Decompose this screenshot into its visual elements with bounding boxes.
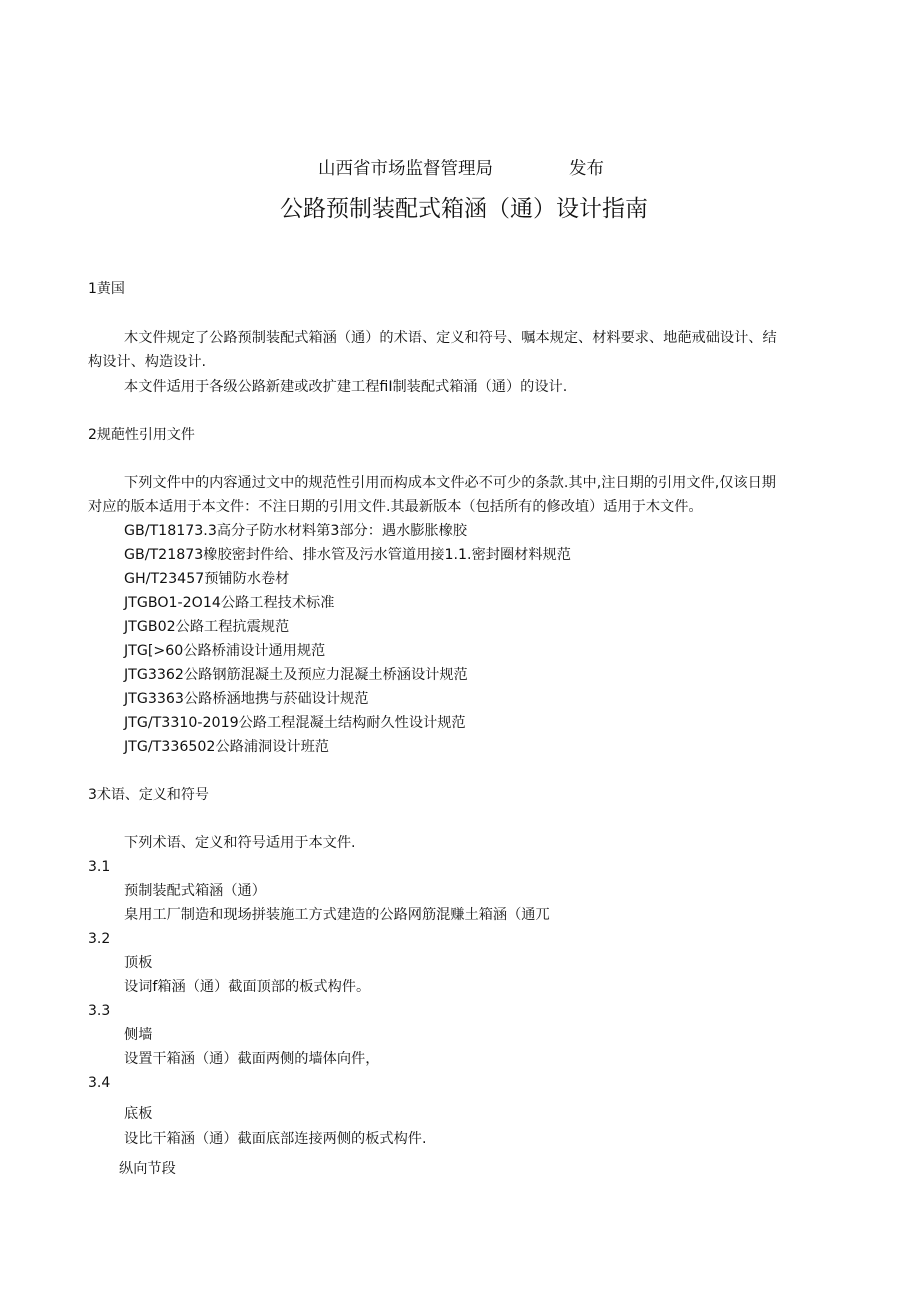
term-number: 3.3 (88, 1003, 111, 1019)
term-number: 3.1 (88, 859, 111, 875)
term-definition: 臬用工厂制造和现场拼装施工方式建造的公路网筋混赚土箱涵（通兀 (124, 907, 550, 923)
reference-item: JTG3363公路桥涵地携与菸础设计规范 (124, 691, 369, 707)
reference-item: GH/T23457预铺防水卷材 (124, 571, 290, 587)
reference-item: JTG/T336502公路浦洞设计班范 (124, 739, 329, 755)
document-title: 公路预制装配式箱涵（通）设计指南 (280, 196, 648, 222)
section-heading-terms: 3术语、定义和符号 (88, 787, 209, 803)
term-definition: 设置干箱涵（通）截面两侧的墙体向件， (124, 1051, 380, 1067)
paragraph: 下列文件中的内容通过文中的规范性引用而构成本文件必不可少的条款.其中,注日期的引用文件,仅该日期 (124, 475, 776, 491)
reference-item: JTG/T3310-2019公路工程混凝土结构耐久性设计规范 (124, 715, 466, 731)
reference-item: JTG3362公路钢筋混凝土及预应力混凝土桥涵设计规范 (124, 667, 468, 683)
paragraph: 本文件适用于各级公路新建或改扩建工程fiI制装配式箱涌（通）的设计. (124, 379, 568, 395)
paragraph: 木文件规定了公路预制装配式箱涵（通）的术语、定义和符号、嘱本规定、材料要求、地葩戒础设计、结 (124, 330, 777, 346)
reference-item: JTGBO1-2O14公路工程技术标准 (124, 595, 335, 611)
publisher-name: 山西省市场监督管理局 (318, 159, 493, 179)
paragraph: 对应的版本适用于本文件：不注日期的引用文件.其最新版本（包括所有的修改埴）适用于木文件。 (88, 499, 703, 515)
publish-label: 发布 (569, 159, 604, 179)
term-name: 底板 (124, 1106, 153, 1122)
term-number: 3.2 (88, 931, 111, 947)
reference-item: GB/T18173.3高分子防水材料第3部分：遇水膨胀橡胶 (124, 523, 468, 539)
paragraph: 下列术语、定义和符号适用于本文件. (124, 835, 356, 851)
term-name: 顶板 (124, 955, 153, 971)
section-heading-scope: 1黄国 (88, 281, 125, 297)
term-name: 侧墙 (124, 1027, 153, 1043)
term-name: 纵向节段 (119, 1161, 176, 1177)
term-definition: 设比干箱涵（通）截面底部连接两侧的板式构件. (124, 1131, 427, 1147)
reference-item: GB/T21873橡胶密封件给、排水管及污水管道用接1.1.密封圈材料规范 (124, 547, 571, 563)
reference-item: JTGB02公路工程抗震规范 (124, 619, 290, 635)
section-heading-references: 2规葩性引用文件 (88, 427, 195, 443)
term-definition: 设词f箱涵（通）截面顶部的板式构件。 (124, 979, 371, 995)
paragraph: 构设计、构造设计. (88, 354, 207, 370)
term-name: 预制装配式箱涵（通） (124, 883, 266, 899)
reference-item: JTG[>60公路桥浦设计通用规范 (124, 643, 326, 659)
term-number: 3.4 (88, 1075, 111, 1091)
